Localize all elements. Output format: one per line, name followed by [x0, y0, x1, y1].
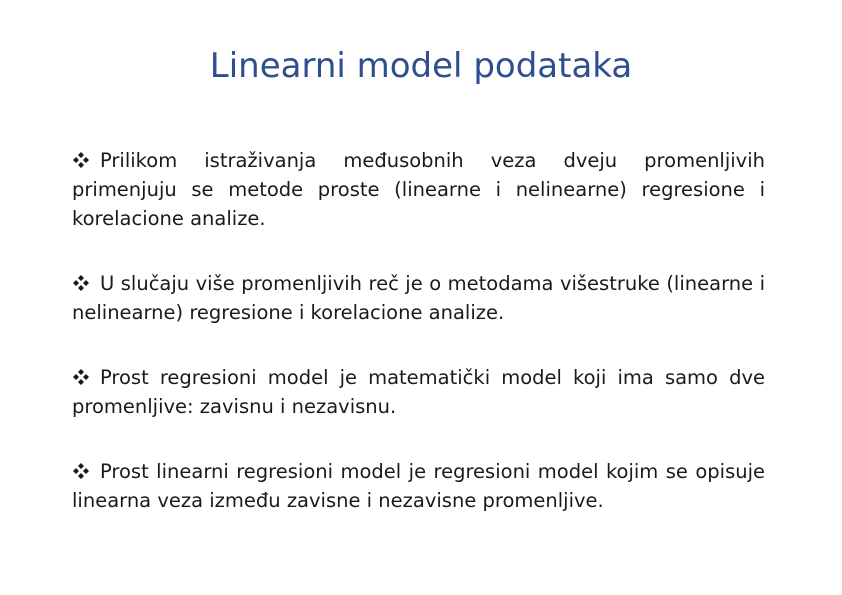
- diamond-bullet-icon: [72, 368, 90, 386]
- bullet-text: Prost linearni regresioni model je regresioni model kojim se opisuje linearna veza između zavisne i nezavisne promenljive.: [72, 460, 765, 512]
- diamond-bullet-icon: [72, 462, 90, 480]
- slide-title: Linearni model podataka: [209, 46, 633, 86]
- bullet-text: U slučaju više promenljivih reč je o metodama višestruke (linearne i nelinearne) regresione i korelacione analize.: [72, 272, 765, 324]
- bullet-text: Prilikom istraživanja međusobnih veza dveju promenljivih primenjuju se metode proste (linearne i nelinearne) regresione i korelacione analize.: [72, 149, 765, 230]
- bullet-item: [72, 269, 765, 327]
- bullet-text: Prost regresioni model je matematički model koji ima samo dve promenljive: zavisnu i nezavisnu.: [72, 366, 765, 418]
- bullet-item: [72, 146, 765, 233]
- bullet-list: [72, 146, 765, 551]
- diamond-bullet-icon: [72, 151, 90, 169]
- bullet-item: [72, 457, 765, 515]
- diamond-bullet-icon: [72, 274, 90, 292]
- bullet-item: [72, 363, 765, 421]
